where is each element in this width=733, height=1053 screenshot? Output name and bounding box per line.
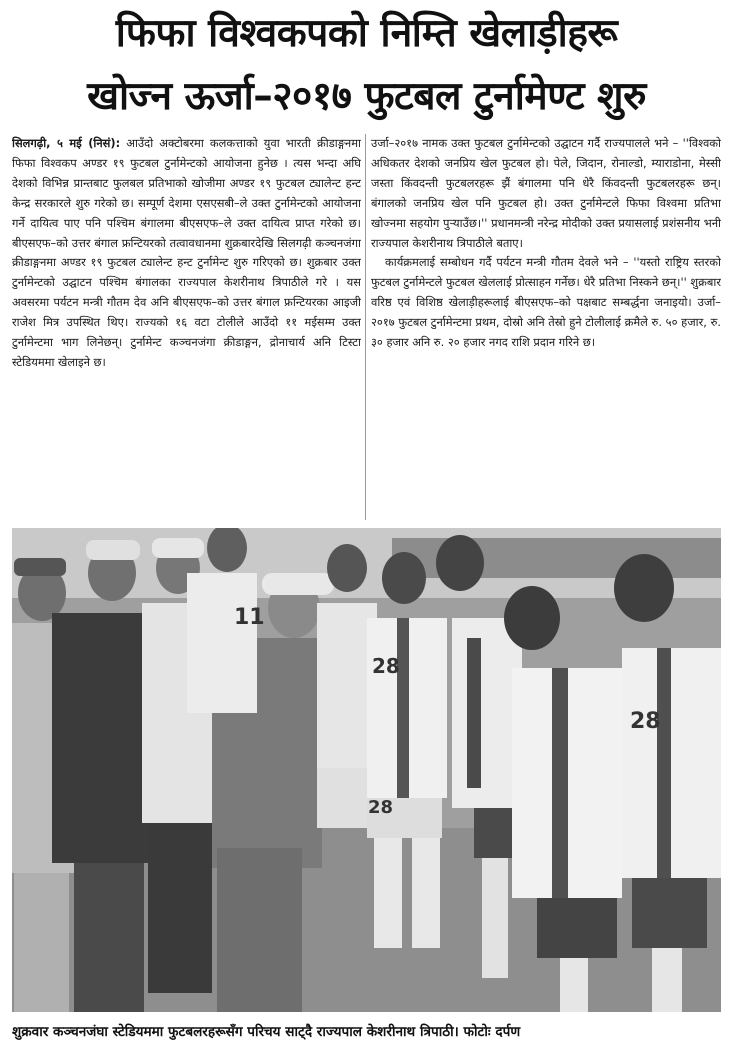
article-paragraph: [12, 134, 361, 373]
jersey-number: 28: [372, 654, 400, 678]
headline-line-2: खोज्न ऊर्जा–२०१७ फुटबल टुर्नामेण्ट शुरु: [87, 74, 646, 119]
headline-line-1: फिफा विश्वकपको निम्ति खेलाड़ीहरू: [115, 11, 618, 56]
column-divider: [365, 134, 366, 520]
article-column-left: [12, 134, 361, 522]
jersey-number: 28: [630, 709, 661, 734]
photo-illustration: [12, 528, 721, 1012]
jersey-number: 28: [368, 797, 394, 818]
jersey-number: 11: [234, 605, 265, 630]
dateline: सिलगढ़ी, ५ मई (निसं):: [12, 136, 121, 150]
article-paragraph: कार्यक्रमलाई सम्बोधन गर्दै पर्यटन मन्त्री गौतम देवले भने – ''यस्तो राष्ट्रिय स्तरको फुटबल टुर्नामेन्टले फुटबल खेललाई प्रोत्साहन गर्नेछ। धेरै प्रतिभा निस्कने छन्।'' शुक्रबार वरिष्ठ एवं विशिष्ठ खेलाड़ीहरूलाई बीएसएफ–को पक्षबाट सम्बर्द्धना जनाइयो। उर्जा–२०१७ फुटबल टुर्नामेन्टमा प्रथम, दोस्रो अनि तेस्रो हुने टोलीलाई क्रमैले रु. ५० हजार, रु. ३० हजार अनि रु. २० हजार नगद राशि प्रदान गरिने छ।: [371, 255, 721, 350]
photo-caption: शुक्रवार कञ्चनजंघा स्टेडियममा फुटबलरहरूसँग परिचय साट्दै राज्यपाल केशरीनाथ त्रिपाठी। फोटोः दर्पण: [12, 1024, 521, 1040]
article-column-right: [371, 134, 721, 522]
article-paragraph: उर्जा–२०१७ नामक उक्त फुटबल टुर्नामेन्टको उद्घाटन गर्दै राज्यपालले भने – ''विश्वको अधिकतर देशको जनप्रिय खेल फुटबल हो। पेले, जिदान, रोनाल्डो, म्याराडोना, मेस्सी जस्ता किंवदन्ती फुटबलरहरू झैं बंगालमा पनि धेरै किंवदन्ती फुटबलरहरू छन्। बंगालको जनप्रिय खेल पनि फुटबल हो। उक्त टुर्नामेन्टले फिफा विश्वमा प्रतिभा खोज्नमा सहयोग पुऱ्याउँछ।'' प्रधानमन्त्री नरेन्द्र मोदीको उक्त प्रयासलाई प्रशंसनीय भनी राज्यपाल केशरीनाथ त्रिपाठीले बताए।: [371, 136, 721, 250]
article-text: आउँदो अक्टोबरमा कलकत्ताको युवा भारती क्रीडाङ्गनमा फिफा विश्वकप अण्डर १९ फुटबल टुर्नामेन्टको आयोजना हुनेछ । त्यस भन्दा अघि देशको विभिन्न प्रान्तबाट फुलबल प्रतिभाको खोजीमा अण्डर १९ फुटबल ट्यालेन्ट हन्ट केन्द्र सरकारले शुरु गरेको छ। सम्पूर्ण देशमा एसएसबी–ले उक्त टुर्नामेन्टको आयोजना गर्ने दायित्व पाए पनि पश्चिम बंगालमा बीएसएफ–ले उक्त दायित्व प्राप्त गरेको छ। बीएसएफ–को उत्तर बंगाल फ्रन्टियरको तत्वावधानमा शुक्रबारदेखि सिलगढ़ी कञ्चनजंगा क्रीडाङ्गनमा अण्डर १९ फुटबल ट्यालेन्ट हन्ट टुर्नामेन्ट शुरु गरिएको छ। शुक्रबार उक्त टुर्नामेन्टको उद्घाटन पश्चिम बंगालका राज्यपाल केशरीनाथ त्रिपाठीले गरे । यस अवसरमा पर्यटन मन्त्री गौतम देव अनि बीएसएफ–को उत्तर बंगाल फ्रन्टियरका आइजी राजेश मित्र उपस्थित थिए। राज्यको १६ वटा टोलीले आउँदो ११ मईसम्म उक्त टुर्नामेन्टमा भाग लिनेछन्। टुर्नामेन्ट कञ्चनजंगा क्रीडाङ्गन, द्रोनाचार्य अनि टिस्टा स्टेडियममा खेलाइने छ।: [12, 136, 361, 369]
news-photo: [12, 528, 721, 1012]
